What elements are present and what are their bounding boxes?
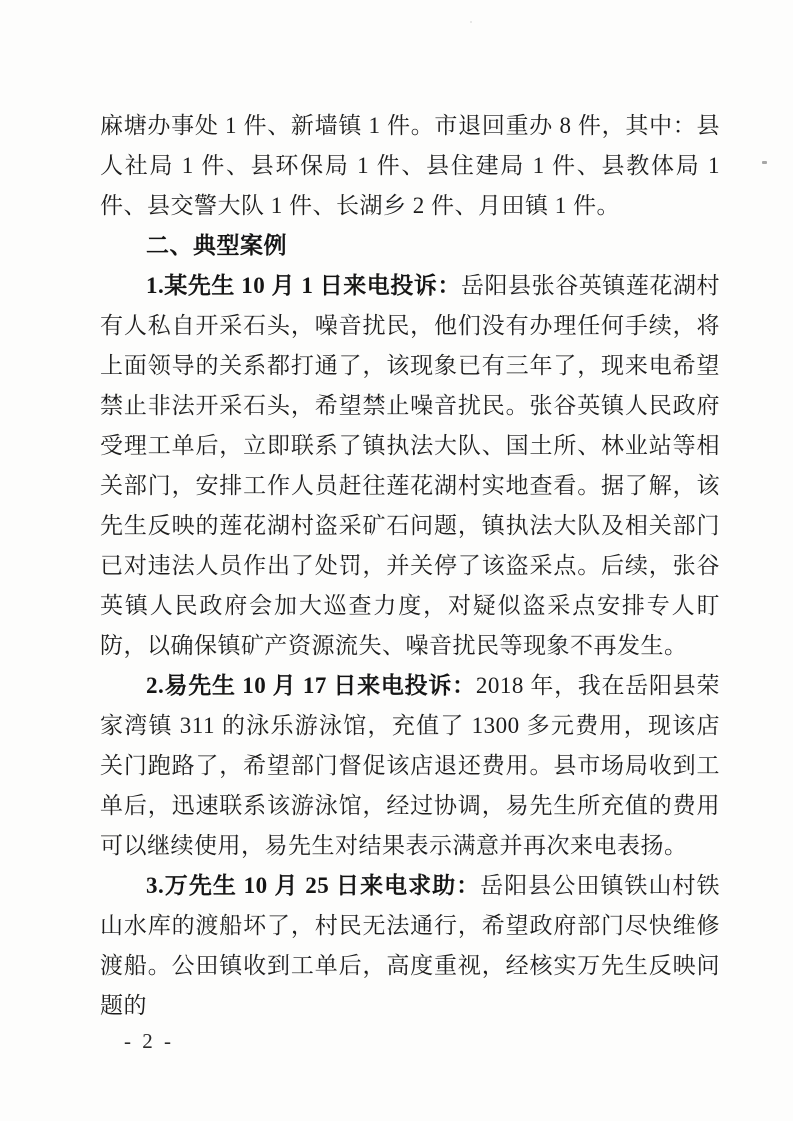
continuation-paragraph: 麻塘办事处 1 件、新墙镇 1 件。市退回重办 8 件，其中：县人社局 1 件、县环保局 1 件、县住建局 1 件、县教体局 1 件、县交警大队 1 件、长湖乡 2 件、月田镇 1 件。 (100, 113, 720, 218)
case-paragraph-1 (100, 266, 720, 666)
case-1-lead: 1.某先生 10 月 1 日来电投诉： (146, 273, 461, 298)
case-1-body: 岳阳县张谷英镇莲花湖村有人私自开采石头，噪音扰民，他们没有办理任何手续，将上面领导的关系都打通了，该现象已有三年了，现来电希望禁止非法开采石头，希望禁止噪音扰民。张谷英镇人民政府受理工单后，立即联系了镇执法大队、国土所、林业站等相关部门，安排工作人员赶往莲花湖村实地查看。据了解，该先生反映的莲花湖村盗采矿石问题，镇执法大队及相关部门已对违法人员作出了处罚，并关停了该盗采点。后续，张谷英镇人民政府会加大巡查力度，对疑似盗采点安排专人盯防，以确保镇矿产资源流失、噪音扰民等现象不再发生。 (100, 273, 721, 658)
document-body (100, 106, 720, 1026)
scan-artifact-speck (762, 161, 767, 164)
case-paragraph-3 (100, 866, 720, 1026)
case-3-lead: 3.万先生 10 月 25 日来电求助： (146, 873, 481, 898)
case-paragraph-2 (100, 666, 720, 866)
case-2-body: 2018 年，我在岳阳县荣家湾镇 311 的泳乐游泳馆，充值了 1300 多元费用，现该店关门跑路了，希望部门督促该店退还费用。县市场局收到工单后，迅速联系该游泳馆，经过协调，易先生所充值的费用可以继续使用，易先生对结果表示满意并再次来电表扬。 (100, 673, 721, 858)
section-heading: 二、典型案例 (146, 233, 287, 258)
page-number: - 2 - (124, 1029, 174, 1053)
case-2-lead: 2.易先生 10 月 17 日来电投诉： (146, 673, 476, 698)
scan-artifact-speck (470, 21, 472, 23)
case-3-body: 岳阳县公田镇铁山村铁山水库的渡船坏了，村民无法通行，希望政府部门尽快维修渡船。公田镇收到工单后，高度重视，经核实万先生反映问题的 (100, 873, 720, 1018)
